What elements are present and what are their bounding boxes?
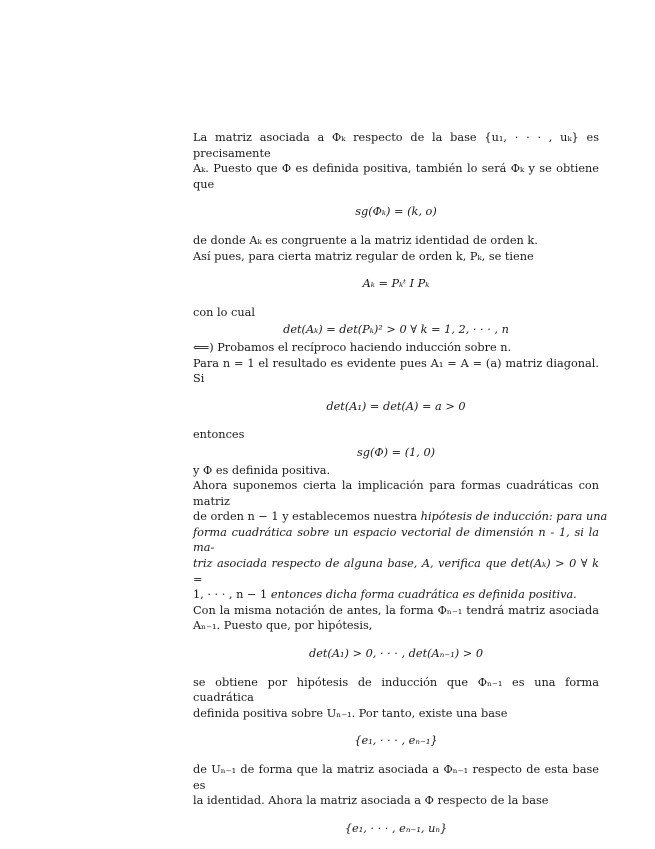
text-line: la identidad. Ahora la matriz asociada a Φ respecto de la base xyxy=(193,794,549,808)
text-line: Aₖ. Puesto que Φ es definida positiva, también lo será Φₖ y se obtiene que xyxy=(193,162,599,191)
text-line: y Φ es definida positiva. xyxy=(193,463,331,477)
text-line: forma cuadrática sobre un espacio vectorial de dimensión n - 1, si la ma- xyxy=(193,525,599,555)
equation: {e₁, · · · , eₙ₋₁, uₙ} xyxy=(344,821,448,835)
paper-page xyxy=(193,130,608,849)
italic-segment: entonces dicha forma cuadrática es definida positiva. xyxy=(270,588,577,602)
text-line: La matriz asociada a Φₖ respecto de la base {u₁, · · · , uₖ} es precisamente xyxy=(193,131,599,160)
text-line: Ahora suponemos cierta la implicación para formas cuadráticas con matriz xyxy=(193,479,599,508)
text-segment: de orden n − 1 y establecemos nuestra xyxy=(193,510,421,524)
text-line: Para n = 1 el resultado es evidente pues A₁ = A = (a) matriz diagonal. Si xyxy=(193,356,599,386)
equation: Aₖ = Pₖᵗ I Pₖ xyxy=(362,277,430,291)
text-line: de Uₙ₋₁ de forma que la matriz asociada a Φₙ₋₁ respecto de esta base es xyxy=(193,763,599,792)
text-line: Con la misma notación de antes, la forma Φₙ₋₁ tendrá matriz asociada xyxy=(193,603,599,617)
text-line: triz asociada respecto de alguna base, A, verifica que det(Aₖ) > 0 ∀ k = xyxy=(193,557,599,586)
equation: sg(Φ) = (1, 0) xyxy=(356,445,436,459)
text-line: de donde Aₖ es congruente a la matriz identidad de orden k. xyxy=(193,233,538,247)
text-line: entonces xyxy=(193,428,245,442)
equation: {e₁, · · · , eₙ₋₁} xyxy=(354,734,438,748)
text-line xyxy=(193,587,599,603)
text-segment: 1, · · · , n − 1 xyxy=(193,588,271,602)
text-line: ⟸) Probamos el recíproco haciendo inducción sobre n. xyxy=(193,340,512,354)
equation: det(Aₖ) = det(Pₖ)² > 0 ∀ k = 1, 2, · · · , n xyxy=(283,323,509,337)
text-line: con lo cual xyxy=(193,305,255,319)
text-line: Aₙ₋₁. Puesto que, por hipótesis, xyxy=(193,619,373,633)
text-line: Así pues, para cierta matriz regular de orden k, Pₖ, se tiene xyxy=(193,249,534,263)
text-line xyxy=(193,509,608,525)
italic-segment: hipótesis de inducción: para una xyxy=(420,510,608,524)
text-line: se obtiene por hipótesis de inducción que Φₙ₋₁ es una forma cuadrática xyxy=(193,675,599,705)
equation: sg(Φₖ) = (k, o) xyxy=(355,205,437,219)
equation: det(A₁) > 0, · · · , det(Aₙ₋₁) > 0 xyxy=(308,647,484,661)
equation: det(A₁) = det(A) = a > 0 xyxy=(326,399,466,413)
text-line: definida positiva sobre Uₙ₋₁. Por tanto, existe una base xyxy=(193,706,508,720)
